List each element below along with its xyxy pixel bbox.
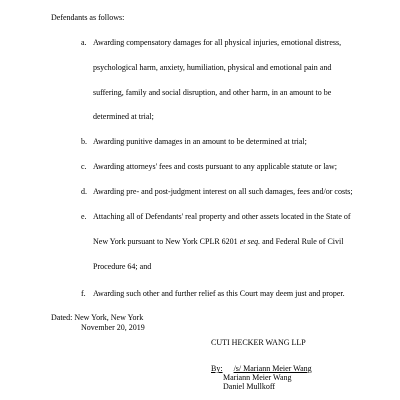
item-a-line-4: determined at trial; <box>93 112 154 121</box>
attorney-2: Daniel Mullkoff <box>223 382 276 391</box>
signature: /s/ Mariann Meier Wang <box>233 364 312 373</box>
item-a-line-2: psychological harm, anxiety, humiliation, physical and emotional pain and <box>93 63 332 72</box>
item-e-line-3: Procedure 64; and <box>93 262 152 271</box>
item-d-marker: d. <box>81 187 87 196</box>
item-e-line-1: Attaching all of Defendants' real property and other assets located in the State of <box>93 212 351 221</box>
intro-text: Defendants as follows: <box>51 13 125 22</box>
item-c-line-1: Awarding attorneys' fees and costs pursuant to any applicable statute or law; <box>93 162 337 171</box>
dated-label: Dated: New York, New York <box>51 313 144 322</box>
item-e-line-2-rest: and Federal Rule of Civil <box>262 237 344 246</box>
attorney-1: Mariann Meier Wang <box>223 373 292 382</box>
item-a-line-3: suffering, family and social disruption, and other harm, in an amount to be <box>93 88 332 97</box>
item-f-line-1: Awarding such other and further relief as this Court may deem just and proper. <box>93 289 345 298</box>
item-a-marker: a. <box>81 38 87 47</box>
item-e-line-2-text: New York pursuant to New York CPLR 6201 <box>93 237 238 246</box>
item-a-line-1: Awarding compensatory damages for all physical injuries, emotional distress, <box>93 38 342 47</box>
item-c-marker: c. <box>81 162 87 171</box>
item-b-line-1: Awarding punitive damages in an amount to be determined at trial; <box>93 137 307 146</box>
item-f-marker: f. <box>81 289 86 298</box>
item-e-et-seq: et seq. <box>239 237 261 246</box>
item-b-marker: b. <box>81 137 87 146</box>
firm1-name: CUTI HECKER WANG LLP <box>211 338 306 347</box>
item-e-line-2 <box>93 237 343 247</box>
item-d-line-1: Awarding pre- and post-judgment interest on all such damages, fees and/or costs; <box>93 187 353 196</box>
by-prefix: By: <box>211 364 223 373</box>
item-e-marker: e. <box>81 212 87 221</box>
dated-date: November 20, 2019 <box>81 323 145 332</box>
